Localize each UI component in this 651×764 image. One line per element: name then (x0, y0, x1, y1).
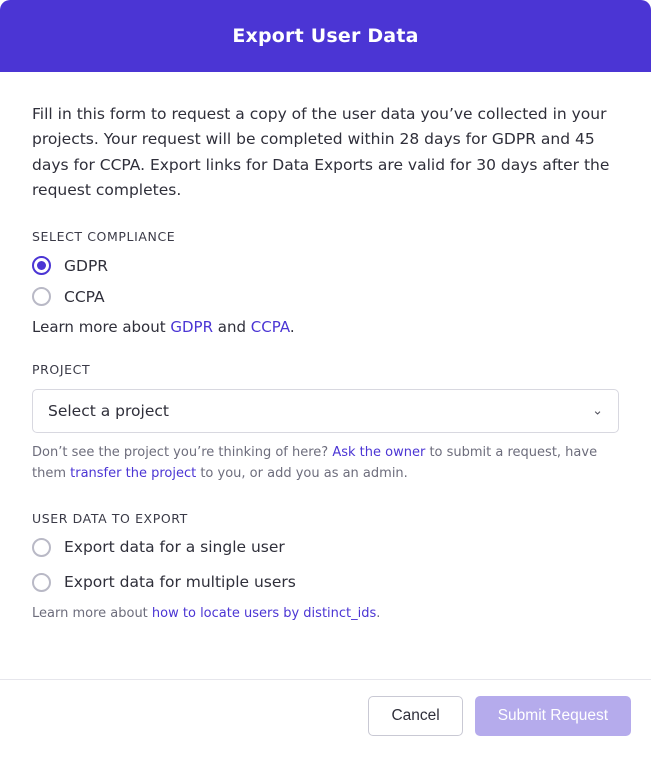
radio-label-ccpa: CCPA (64, 287, 105, 306)
compliance-section (32, 229, 619, 336)
project-select[interactable] (32, 389, 619, 433)
radio-label-multiple-users: Export data for multiple users (64, 573, 296, 592)
user-data-note (32, 604, 612, 625)
compliance-learn-more-prefix: Learn more about (32, 318, 171, 336)
project-select-value: Select a project (48, 402, 169, 420)
project-note-part2: to submit a request, have them (32, 445, 598, 481)
compliance-learn-more-suffix: . (289, 318, 295, 336)
modal-header (0, 0, 651, 72)
project-select-wrapper[interactable] (32, 389, 619, 433)
compliance-learn-more (32, 318, 619, 336)
footer-strip (0, 752, 651, 764)
radio-label-single-user: Export data for a single user (64, 538, 285, 557)
ccpa-link[interactable]: CCPA (250, 318, 290, 336)
project-note-part1: Don’t see the project you’re thinking of here? (32, 445, 333, 460)
ask-the-owner-link[interactable]: Ask the owner (332, 445, 426, 460)
intro-text: Fill in this form to request a copy of the user data you’ve collected in your projects. Your request will be completed within 28 days for GDPR and 45 days for CCPA. Export links for Data Exports are valid for 30 days after the request completes. (32, 105, 610, 199)
compliance-section-label: SELECT COMPLIANCE (32, 229, 176, 244)
radio-option-ccpa[interactable] (32, 287, 619, 306)
project-note (32, 443, 612, 485)
radio-option-multiple-users[interactable] (32, 573, 619, 592)
transfer-the-project-link[interactable]: transfer the project (70, 465, 197, 481)
chevron-down-icon: ⌄ (592, 403, 603, 419)
cancel-button[interactable]: Cancel (368, 696, 462, 736)
radio-icon-multiple-users[interactable] (32, 573, 51, 592)
project-note-part3: to you, or add you as an admin. (196, 465, 408, 481)
radio-option-single-user[interactable] (32, 538, 619, 557)
modal-body (0, 72, 651, 679)
project-section-label: PROJECT (32, 362, 91, 377)
radio-label-gdpr: GDPR (64, 256, 109, 275)
user-data-note-suffix: . (376, 605, 381, 621)
submit-request-button[interactable]: Submit Request (475, 696, 631, 736)
radio-icon-ccpa[interactable] (32, 287, 51, 306)
radio-icon-single-user[interactable] (32, 538, 51, 557)
modal-title: Export User Data (232, 25, 419, 47)
radio-option-gdpr[interactable] (32, 256, 619, 275)
locate-users-link[interactable]: how to locate users by distinct_ids (151, 605, 377, 621)
user-data-section (32, 511, 619, 625)
project-section (32, 362, 619, 485)
user-data-note-prefix: Learn more about (32, 605, 152, 621)
compliance-learn-more-join: and (213, 318, 251, 336)
radio-icon-gdpr[interactable] (32, 256, 51, 275)
modal-footer (0, 679, 651, 752)
user-data-section-label: USER DATA TO EXPORT (32, 510, 188, 526)
gdpr-link[interactable]: GDPR (170, 318, 214, 336)
